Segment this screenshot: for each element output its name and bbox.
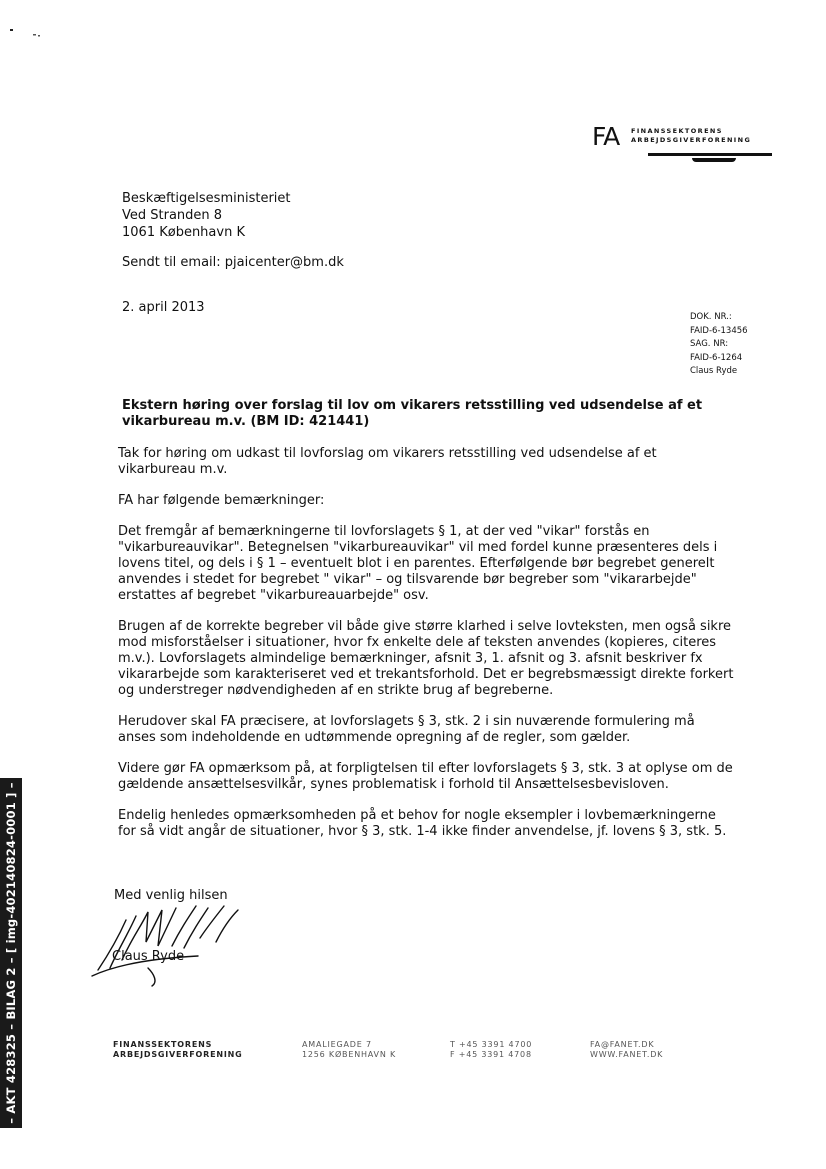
- letter-subject: Ekstern høring over forslag til lov om vikarers retsstilling ved udsendelse af et vikarbureau m.v. (BM ID: 421441): [122, 398, 703, 429]
- reference-block: [690, 311, 748, 379]
- recipient-city: 1061 København K: [122, 225, 245, 240]
- recipient-name: Beskæftigelsesministeriet: [122, 191, 291, 206]
- letter-date: 2. april 2013: [122, 300, 205, 315]
- recipient-street: Ved Stranden 8: [122, 208, 223, 223]
- logo-line-1: FINANSSEKTORENS: [631, 127, 723, 135]
- footer-address: [302, 1040, 396, 1060]
- closing-text: Med venlig hilsen: [114, 888, 228, 903]
- footer-city: 1256 KØBENHAVN K: [302, 1050, 396, 1059]
- body-paragraph: Brugen af de korrekte begreber vil både give større klarhed i selve lovteksten, men også sikre mod misforståelser i situationer, hvor fx enkelte dele af teksten anvendes (kopieres, citeres m.v.). Lovforslagets almindelige bemærkninger, afsnit 3, 1. afsnit og 3. afsnit beskriver fx vikararbejde som karakteriseret ved et trekantsforhold. Det er begrebsmæssigt direkte forkert og understreger nødvendigheden af en strikte brug af begreberne.: [118, 619, 734, 698]
- footer-street: AMALIEGADE 7: [302, 1040, 372, 1049]
- fa-logo: [592, 124, 772, 178]
- scan-specks: [8, 26, 48, 46]
- logo-rule: [648, 153, 772, 156]
- body-paragraph: Herudover skal FA præcisere, at lovforslagets § 3, stk. 2 i sin nuværende formulering må anses som indeholdende en udtømmende opregning af de regler, som gælder.: [118, 714, 695, 745]
- footer-fax: F +45 3391 4708: [450, 1050, 532, 1059]
- logo-org-name: [631, 127, 751, 145]
- letter-body: [118, 446, 734, 855]
- sag-value: FAID-6-1264: [690, 352, 743, 363]
- recipient-address: [122, 190, 291, 241]
- footer-telephone: T +45 3391 4700: [450, 1040, 533, 1049]
- signer-name: Claus Ryde: [112, 949, 185, 964]
- footer-org-line-2: ARBEJDSGIVERFORENING: [113, 1050, 243, 1059]
- logo-line-2: ARBEJDSGIVERFORENING: [631, 136, 752, 144]
- archive-stamp-text: – AKT 428325 – BILAG 2 – [ img-402140824-0001 ] –: [4, 782, 18, 1124]
- reference-author: Claus Ryde: [690, 366, 738, 377]
- logo-letters: FA: [592, 122, 620, 151]
- footer-contact: [590, 1040, 663, 1060]
- sent-to-email: Sendt til email: pjaicenter@bm.dk: [122, 255, 344, 270]
- body-paragraph: Videre gør FA opmærksom på, at forpligtelsen til efter lovforslagets § 3, stk. 3 at oplyse om de gældende ansættelsesvilkår, synes problematisk i forhold til Ansættelsesbevisloven.: [118, 761, 733, 792]
- footer-phone: [450, 1040, 532, 1060]
- sag-label: SAG. NR:: [690, 339, 729, 350]
- body-paragraph: FA har følgende bemærkninger:: [118, 493, 325, 508]
- dok-label: DOK. NR.:: [690, 312, 732, 322]
- dok-value: FAID-6-13456: [690, 325, 748, 336]
- archive-stamp: [0, 778, 22, 1128]
- body-paragraph: Endelig henledes opmærksomheden på et behov for nogle eksempler i lovbemærkningerne for så vidt angår de situationer, hvor § 3, stk. 1-4 ikke finder anvendelse, jf. lovens § 3, stk. 5.: [118, 808, 727, 839]
- body-paragraph: Tak for høring om udkast til lovforslag om vikarers retsstilling ved udsendelse af et vikarbureau m.v.: [118, 446, 657, 477]
- footer-org-line-1: FINANSSEKTORENS: [113, 1040, 213, 1049]
- body-paragraph: Det fremgår af bemærkningerne til lovforslagets § 1, at der ved "vikar" forstås en "vikarbureauvikar". Betegnelsen "vikarbureauvikar" vil med fordel kunne præsenteres dels i lovens titel, og dels i § 1 – eventuelt blot i en parentes. Efterfølgende bør begrebet generelt anvendes i stedet for begrebet " vikar" – og tilsvarende bør begreber som "vikararbejde" erstattes af begrebet "vikarbureauarbejde" osv.: [118, 524, 718, 603]
- footer-web: WWW.FANET.DK: [590, 1050, 664, 1059]
- logo-swoosh: [692, 158, 736, 162]
- handwritten-signature: [88, 898, 248, 988]
- footer-email: FA@FANET.DK: [590, 1040, 655, 1049]
- footer-organisation: [113, 1040, 242, 1060]
